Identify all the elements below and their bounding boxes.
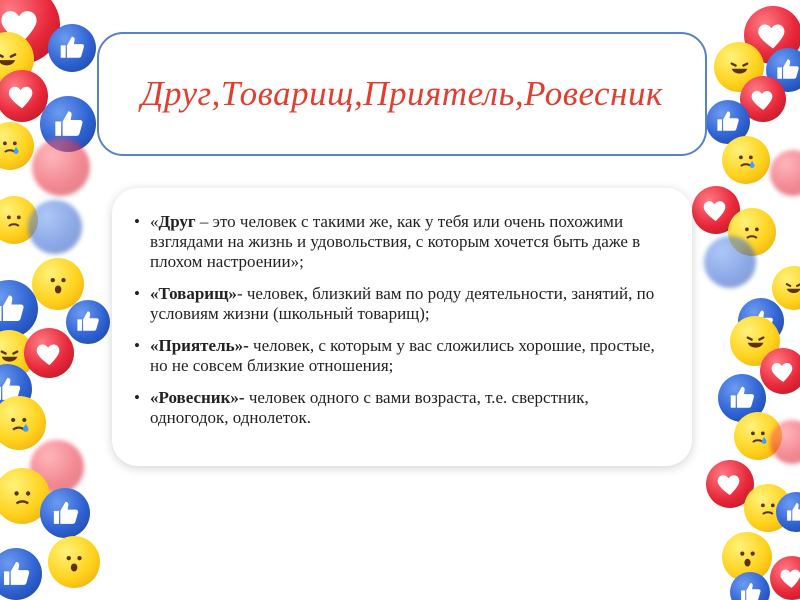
thumbs-up-icon [66,300,110,344]
term-peer: «Ровесник»- [150,388,245,407]
definition-item-buddy [134,336,670,376]
heart-icon [770,556,800,600]
definition-item-peer [134,388,670,428]
thumbs-up-icon [0,548,42,600]
thumbs-up-icon [704,236,756,288]
definition-item-friend [134,212,670,272]
crying-face-icon [722,136,770,184]
definition-text: человек одного с вами возраста, т.е. сверстник, одногодок, однолеток. [150,388,589,427]
bullet: • [134,284,140,303]
definition-list [134,212,670,428]
definition-text: человек, с которым у вас сложились хорошие, простые, но не совсем близкие отношения; [150,336,655,375]
heart-icon [24,328,74,378]
term-friend: Друг [158,212,196,231]
thumbs-up-icon [40,488,90,538]
slide-title: Друг,Товарищ,Приятель,Ровесник [141,74,663,113]
surprised-face-icon [48,536,100,588]
open-quote: « [150,212,159,231]
bullet: • [134,336,140,355]
definition-text: – это человек с такими же, как у тебя или очень похожими взглядами на жизнь и удовольствия, с которым хочется быть даже в плохом настроении»; [150,212,641,271]
bullet: • [134,212,140,231]
thumbs-up-icon [730,572,770,600]
heart-icon [760,348,800,394]
term-buddy: «Приятель»- [150,336,249,355]
crying-face-icon [0,396,46,450]
title-card [97,32,707,156]
thumbs-up-icon [48,24,96,72]
definition-item-comrade [134,284,670,324]
term-comrade: «Товарищ» [150,284,237,303]
bullet: • [134,388,140,407]
definition-text: - человек, близкий вам по роду деятельности, занятий, по условиям жизни (школьный товарищ); [150,284,655,323]
thumbs-up-icon [28,200,82,254]
heart-icon [32,138,90,196]
content-card [112,188,692,466]
crying-face-icon [0,122,34,170]
heart-icon [770,150,800,196]
heart-icon [770,420,800,464]
